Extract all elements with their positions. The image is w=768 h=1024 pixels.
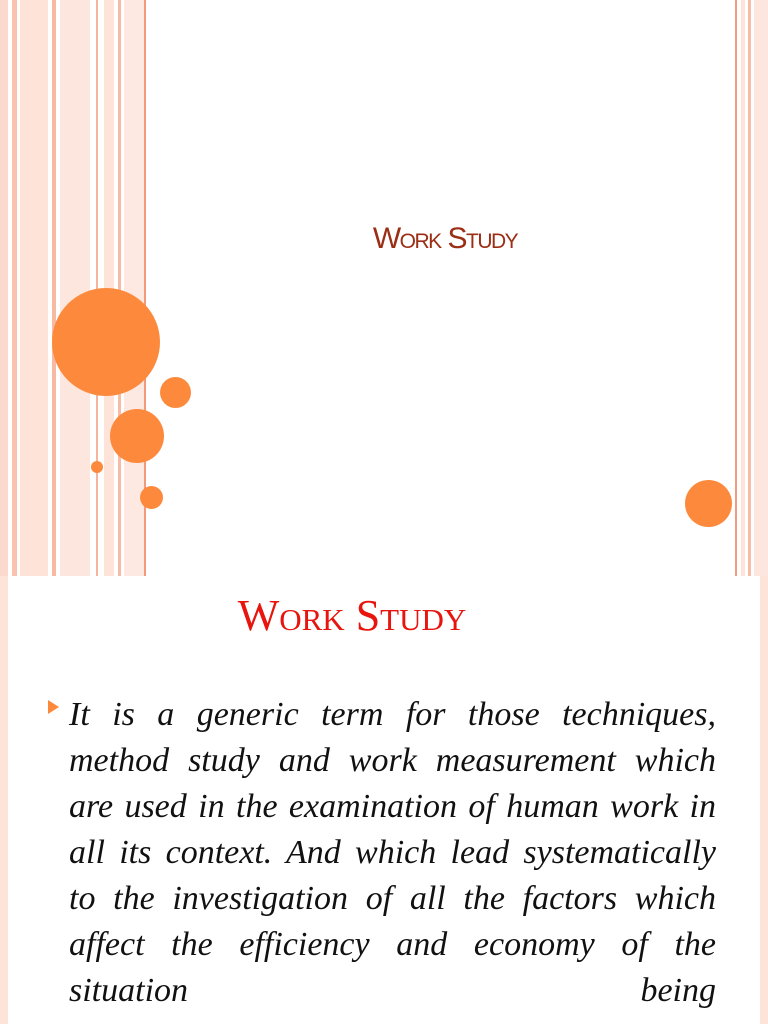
decorative-stripe	[760, 576, 768, 1024]
decorative-stripe	[124, 0, 144, 576]
decorative-stripe	[741, 0, 745, 576]
decorative-circle-icon	[110, 409, 164, 463]
decorative-stripe	[20, 0, 48, 576]
decorative-stripe	[0, 0, 8, 576]
decorative-circle-icon	[160, 377, 191, 408]
decorative-stripe	[52, 0, 56, 576]
bullet-text: It is a generic term for those techniques, method study and work measurement which are used in the examination of human work in all its context. And which lead systematically to the investigation of all the factors which affect the efficiency and economy of the situation being	[69, 696, 716, 1009]
decorative-stripe	[754, 0, 768, 576]
decorative-stripe	[0, 576, 8, 1024]
decorative-stripe	[748, 0, 751, 576]
decorative-stripe	[735, 0, 737, 576]
bullet-item	[48, 692, 716, 1014]
decorative-circle-icon	[140, 486, 163, 509]
decorative-stripe	[118, 0, 121, 576]
slide-title: Work Study	[372, 222, 518, 255]
decorative-stripe	[12, 0, 17, 576]
slide-heading: Work Study	[237, 591, 467, 640]
decorative-circle-icon	[685, 480, 732, 527]
decorative-stripe	[60, 0, 90, 576]
decorative-circle-icon	[52, 288, 160, 396]
decorative-circle-icon	[91, 461, 103, 473]
content-slide	[0, 576, 768, 1024]
arrow-bullet-icon	[48, 700, 59, 714]
